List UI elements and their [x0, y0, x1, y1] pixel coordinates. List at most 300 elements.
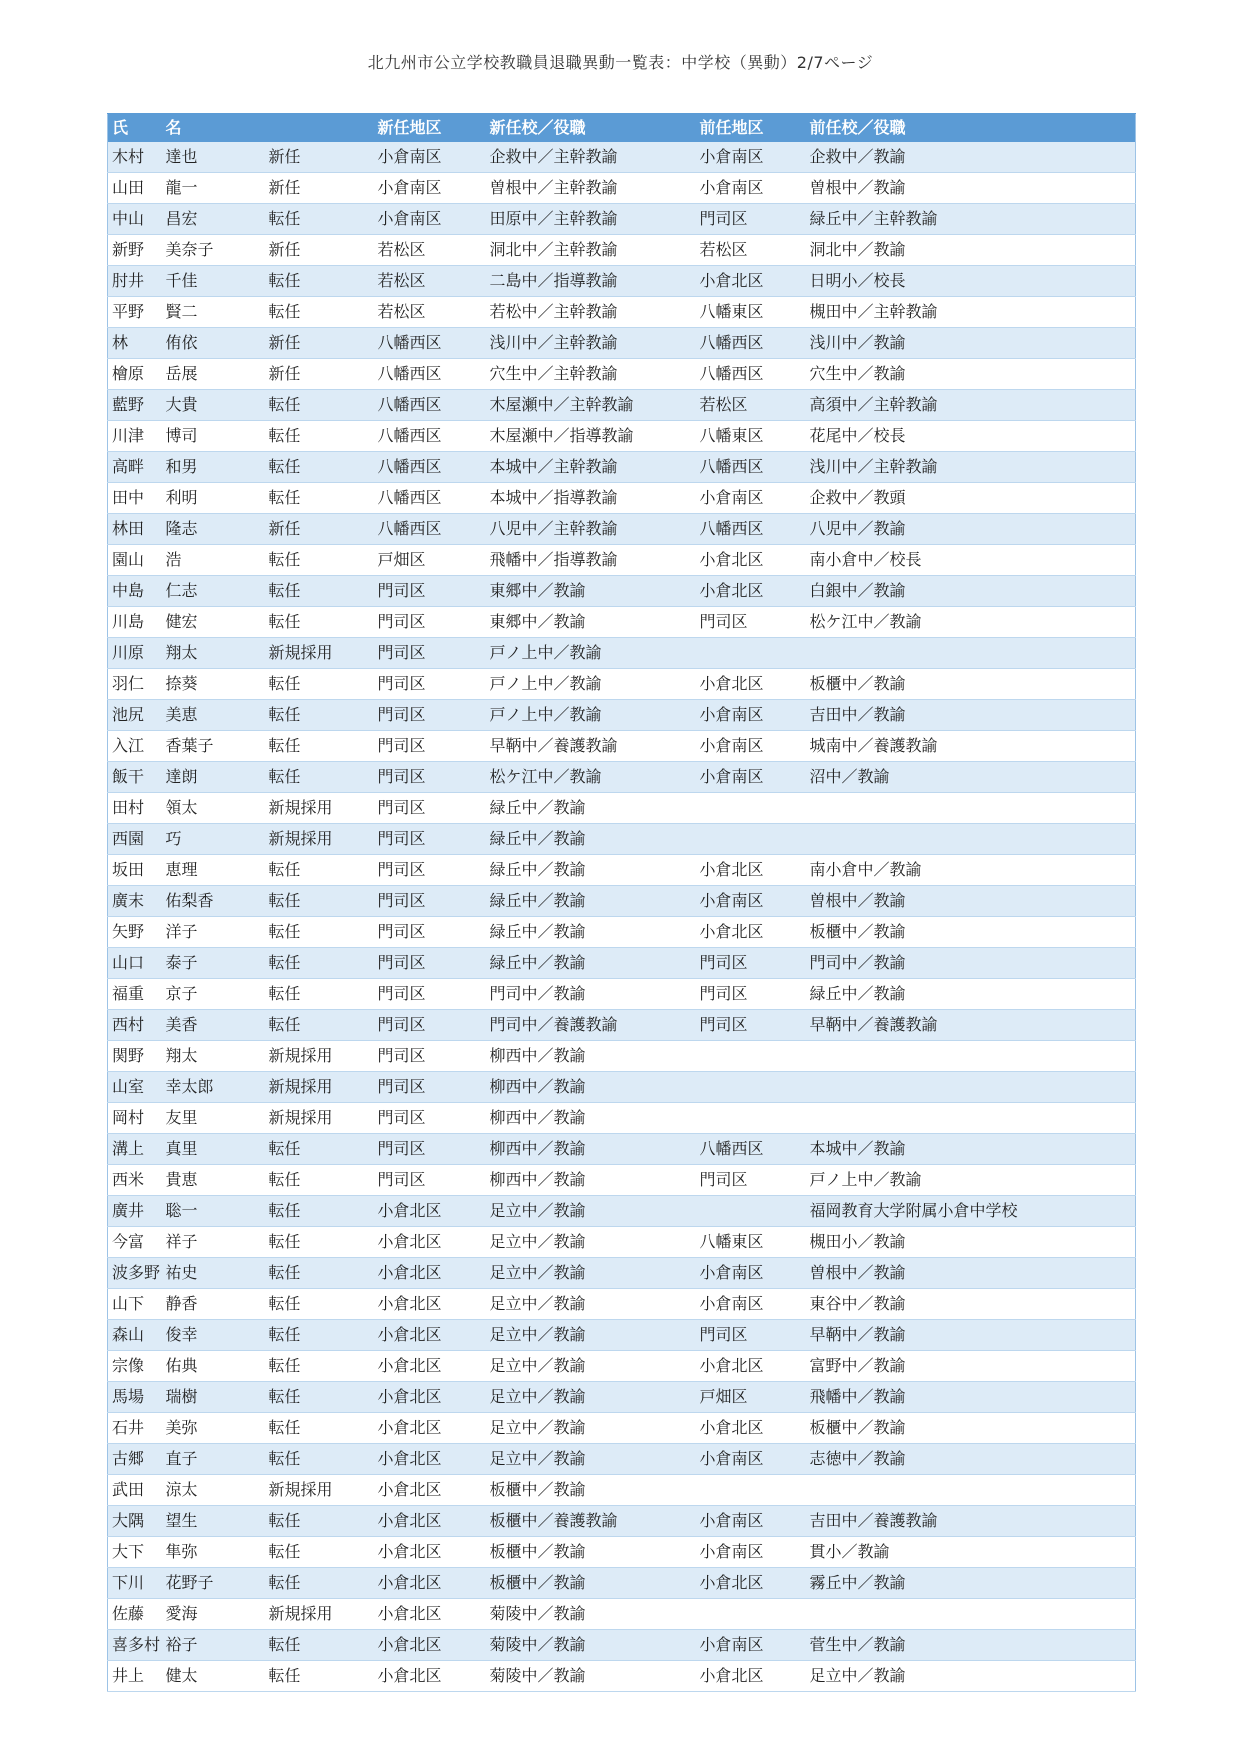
cell-surname: 武田: [108, 1475, 162, 1506]
cell-prev-area: 門司区: [696, 1165, 806, 1196]
cell-prev-school: [806, 1475, 1136, 1506]
cell-new-area: 門司区: [374, 1041, 486, 1072]
cell-new-area: 門司区: [374, 700, 486, 731]
cell-new-school: 柳西中／教諭: [486, 1103, 696, 1134]
table-row: [108, 1103, 1136, 1134]
cell-type: 転任: [265, 1630, 374, 1661]
cell-prev-school: [806, 1041, 1136, 1072]
cell-type: 新規採用: [265, 1041, 374, 1072]
table-row: [108, 359, 1136, 390]
table-row: [108, 1630, 1136, 1661]
cell-surname: 藍野: [108, 390, 162, 421]
cell-given-name: 聡一: [162, 1196, 265, 1227]
cell-new-school: 足立中／教諭: [486, 1258, 696, 1289]
cell-prev-area: 小倉北区: [696, 669, 806, 700]
cell-given-name: 美奈子: [162, 235, 265, 266]
cell-prev-area: [696, 1041, 806, 1072]
cell-new-area: 小倉北区: [374, 1661, 486, 1692]
cell-surname: 田中: [108, 483, 162, 514]
cell-new-area: 門司区: [374, 1165, 486, 1196]
cell-prev-area: 小倉南区: [696, 700, 806, 731]
cell-given-name: 健太: [162, 1661, 265, 1692]
cell-prev-area: 小倉南区: [696, 731, 806, 762]
cell-new-school: 二島中／指導教諭: [486, 266, 696, 297]
cell-type: 転任: [265, 1537, 374, 1568]
cell-prev-area: [696, 793, 806, 824]
cell-type: 転任: [265, 1227, 374, 1258]
cell-type: 新規採用: [265, 1103, 374, 1134]
table-row: [108, 1134, 1136, 1165]
cell-surname: 廣末: [108, 886, 162, 917]
cell-given-name: 健宏: [162, 607, 265, 638]
cell-surname: 平野: [108, 297, 162, 328]
table-row: [108, 1568, 1136, 1599]
cell-new-school: 柳西中／教諭: [486, 1134, 696, 1165]
cell-new-area: 小倉南区: [374, 173, 486, 204]
table-row: [108, 1010, 1136, 1041]
cell-new-area: 若松区: [374, 235, 486, 266]
table-row: [108, 173, 1136, 204]
cell-surname: 飯干: [108, 762, 162, 793]
cell-type: 転任: [265, 1320, 374, 1351]
cell-prev-school: 緑丘中／主幹教諭: [806, 204, 1136, 235]
table-row: [108, 917, 1136, 948]
cell-given-name: 利明: [162, 483, 265, 514]
cell-type: 転任: [265, 1661, 374, 1692]
cell-new-school: 足立中／教諭: [486, 1413, 696, 1444]
cell-prev-area: 八幡西区: [696, 514, 806, 545]
cell-new-area: 門司区: [374, 638, 486, 669]
cell-type: 新任: [265, 514, 374, 545]
cell-given-name: 和男: [162, 452, 265, 483]
cell-new-area: 門司区: [374, 855, 486, 886]
cell-new-area: 八幡西区: [374, 483, 486, 514]
cell-surname: 木村: [108, 142, 162, 173]
cell-new-school: 飛幡中／指導教諭: [486, 545, 696, 576]
cell-prev-school: 飛幡中／教諭: [806, 1382, 1136, 1413]
cell-given-name: 佑典: [162, 1351, 265, 1382]
cell-given-name: 龍一: [162, 173, 265, 204]
cell-new-school: 足立中／教諭: [486, 1351, 696, 1382]
cell-surname: 池尻: [108, 700, 162, 731]
cell-new-area: 門司区: [374, 824, 486, 855]
cell-prev-area: [696, 824, 806, 855]
header-type: [265, 114, 374, 143]
header-new-area: 新任地区: [374, 114, 486, 143]
cell-prev-area: 小倉北区: [696, 1661, 806, 1692]
table-row: [108, 297, 1136, 328]
cell-new-school: 板櫃中／養護教諭: [486, 1506, 696, 1537]
cell-new-school: 木屋瀬中／主幹教諭: [486, 390, 696, 421]
cell-prev-area: 小倉北区: [696, 917, 806, 948]
cell-surname: 岡村: [108, 1103, 162, 1134]
cell-surname: 下川: [108, 1568, 162, 1599]
cell-type: 転任: [265, 886, 374, 917]
cell-type: 新任: [265, 173, 374, 204]
table-header-row: [108, 114, 1136, 143]
cell-given-name: 侑依: [162, 328, 265, 359]
table-row: [108, 700, 1136, 731]
cell-prev-area: 八幡西区: [696, 328, 806, 359]
cell-given-name: 真里: [162, 1134, 265, 1165]
cell-prev-area: [696, 1196, 806, 1227]
cell-prev-area: 小倉南区: [696, 173, 806, 204]
cell-prev-school: 穴生中／教諭: [806, 359, 1136, 390]
cell-new-school: 洞北中／主幹教諭: [486, 235, 696, 266]
table-row: [108, 762, 1136, 793]
cell-surname: 石井: [108, 1413, 162, 1444]
table-row: [108, 979, 1136, 1010]
cell-new-area: 門司区: [374, 917, 486, 948]
cell-prev-school: 板櫃中／教諭: [806, 669, 1136, 700]
cell-given-name: 愛海: [162, 1599, 265, 1630]
cell-new-area: 小倉北区: [374, 1568, 486, 1599]
cell-new-school: 菊陵中／教諭: [486, 1599, 696, 1630]
cell-new-school: 菊陵中／教諭: [486, 1630, 696, 1661]
cell-prev-school: 本城中／教諭: [806, 1134, 1136, 1165]
cell-prev-area: 八幡西区: [696, 1134, 806, 1165]
cell-prev-school: 霧丘中／教諭: [806, 1568, 1136, 1599]
cell-new-school: 本城中／主幹教諭: [486, 452, 696, 483]
cell-prev-school: 洞北中／教諭: [806, 235, 1136, 266]
cell-type: 転任: [265, 948, 374, 979]
table-row: [108, 1165, 1136, 1196]
cell-prev-area: 門司区: [696, 1010, 806, 1041]
table-row: [108, 1413, 1136, 1444]
cell-new-area: 小倉南区: [374, 204, 486, 235]
cell-surname: 波多野: [108, 1258, 162, 1289]
cell-prev-school: 戸ノ上中／教諭: [806, 1165, 1136, 1196]
cell-given-name: 瑞樹: [162, 1382, 265, 1413]
cell-surname: 高畔: [108, 452, 162, 483]
cell-surname: 林田: [108, 514, 162, 545]
cell-type: 新規採用: [265, 824, 374, 855]
cell-new-school: 東郷中／教諭: [486, 607, 696, 638]
cell-given-name: 達朗: [162, 762, 265, 793]
cell-given-name: 隼弥: [162, 1537, 265, 1568]
cell-given-name: 花野子: [162, 1568, 265, 1599]
cell-new-area: 小倉北区: [374, 1599, 486, 1630]
cell-prev-area: 小倉南区: [696, 1444, 806, 1475]
cell-prev-school: 福岡教育大学附属小倉中学校: [806, 1196, 1136, 1227]
cell-prev-school: 足立中／教諭: [806, 1661, 1136, 1692]
cell-type: 転任: [265, 607, 374, 638]
cell-type: 転任: [265, 545, 374, 576]
cell-given-name: 巧: [162, 824, 265, 855]
cell-given-name: 祐史: [162, 1258, 265, 1289]
cell-surname: 檜原: [108, 359, 162, 390]
cell-prev-area: 門司区: [696, 979, 806, 1010]
cell-type: 転任: [265, 855, 374, 886]
cell-surname: 今富: [108, 1227, 162, 1258]
cell-surname: 西米: [108, 1165, 162, 1196]
cell-prev-area: 小倉北区: [696, 1568, 806, 1599]
cell-surname: 西園: [108, 824, 162, 855]
cell-prev-area: [696, 1475, 806, 1506]
cell-type: 転任: [265, 483, 374, 514]
cell-type: 転任: [265, 421, 374, 452]
cell-surname: 大隅: [108, 1506, 162, 1537]
cell-prev-area: 門司区: [696, 607, 806, 638]
cell-type: 転任: [265, 669, 374, 700]
table-row: [108, 204, 1136, 235]
cell-prev-area: 小倉南区: [696, 483, 806, 514]
table-row: [108, 1475, 1136, 1506]
cell-given-name: 望生: [162, 1506, 265, 1537]
cell-new-area: 門司区: [374, 1010, 486, 1041]
cell-surname: 森山: [108, 1320, 162, 1351]
cell-given-name: 静香: [162, 1289, 265, 1320]
cell-type: 転任: [265, 1134, 374, 1165]
cell-new-area: 八幡西区: [374, 452, 486, 483]
table-row: [108, 731, 1136, 762]
cell-given-name: 幸太郎: [162, 1072, 265, 1103]
cell-new-school: 八児中／主幹教諭: [486, 514, 696, 545]
cell-new-school: 菊陵中／教諭: [486, 1661, 696, 1692]
cell-surname: 中島: [108, 576, 162, 607]
cell-new-school: 東郷中／教諭: [486, 576, 696, 607]
cell-type: 新任: [265, 359, 374, 390]
cell-new-school: 柳西中／教諭: [486, 1072, 696, 1103]
table-row: [108, 1599, 1136, 1630]
cell-prev-area: 小倉南区: [696, 886, 806, 917]
cell-given-name: 京子: [162, 979, 265, 1010]
cell-new-school: 板櫃中／教諭: [486, 1568, 696, 1599]
cell-prev-area: 小倉南区: [696, 142, 806, 173]
cell-prev-area: 門司区: [696, 204, 806, 235]
cell-new-school: 柳西中／教諭: [486, 1165, 696, 1196]
table-body: [108, 142, 1136, 1692]
cell-prev-school: 浅川中／主幹教諭: [806, 452, 1136, 483]
cell-new-area: 門司区: [374, 762, 486, 793]
cell-given-name: 千佳: [162, 266, 265, 297]
cell-type: 転任: [265, 1196, 374, 1227]
cell-given-name: 浩: [162, 545, 265, 576]
cell-prev-school: 門司中／教諭: [806, 948, 1136, 979]
cell-surname: 喜多村: [108, 1630, 162, 1661]
table-row: [108, 1041, 1136, 1072]
cell-surname: 園山: [108, 545, 162, 576]
page-title: 北九州市公立学校教職員退職異動一覧表：中学校（異動）2/7ページ: [367, 53, 874, 72]
table-row: [108, 545, 1136, 576]
cell-type: 転任: [265, 1165, 374, 1196]
cell-new-area: 小倉北区: [374, 1320, 486, 1351]
cell-new-school: 足立中／教諭: [486, 1444, 696, 1475]
header-prev-school: 前任校／役職: [806, 114, 1136, 143]
cell-prev-area: 小倉南区: [696, 1630, 806, 1661]
cell-surname: 山口: [108, 948, 162, 979]
cell-prev-school: [806, 1599, 1136, 1630]
cell-surname: 西村: [108, 1010, 162, 1041]
cell-prev-area: 小倉南区: [696, 1289, 806, 1320]
cell-prev-area: 八幡西区: [696, 452, 806, 483]
cell-given-name: 祥子: [162, 1227, 265, 1258]
cell-prev-school: 城南中／養護教諭: [806, 731, 1136, 762]
cell-new-school: 足立中／教諭: [486, 1382, 696, 1413]
cell-new-area: 門司区: [374, 576, 486, 607]
cell-new-area: 門司区: [374, 979, 486, 1010]
cell-prev-school: [806, 1103, 1136, 1134]
cell-given-name: 賢二: [162, 297, 265, 328]
table-row: [108, 514, 1136, 545]
cell-new-school: 本城中／指導教諭: [486, 483, 696, 514]
cell-prev-area: 若松区: [696, 390, 806, 421]
cell-prev-school: 緑丘中／教諭: [806, 979, 1136, 1010]
table-row: [108, 452, 1136, 483]
cell-given-name: 裕子: [162, 1630, 265, 1661]
table-row: [108, 1351, 1136, 1382]
cell-given-name: 領太: [162, 793, 265, 824]
cell-new-school: 緑丘中／教諭: [486, 948, 696, 979]
cell-prev-area: 若松区: [696, 235, 806, 266]
cell-prev-school: 松ケ江中／教諭: [806, 607, 1136, 638]
cell-given-name: 美弥: [162, 1413, 265, 1444]
cell-new-area: 門司区: [374, 669, 486, 700]
table-row: [108, 855, 1136, 886]
cell-prev-school: 八児中／教諭: [806, 514, 1136, 545]
cell-new-school: 戸ノ上中／教諭: [486, 700, 696, 731]
cell-type: 転任: [265, 731, 374, 762]
cell-prev-area: 門司区: [696, 948, 806, 979]
cell-prev-school: 企救中／教諭: [806, 142, 1136, 173]
cell-new-area: 門司区: [374, 1103, 486, 1134]
cell-new-area: 小倉北区: [374, 1537, 486, 1568]
cell-prev-school: 南小倉中／教諭: [806, 855, 1136, 886]
cell-type: 転任: [265, 1506, 374, 1537]
table-row: [108, 1258, 1136, 1289]
cell-prev-area: 小倉北区: [696, 576, 806, 607]
cell-surname: 坂田: [108, 855, 162, 886]
table-row: [108, 1444, 1136, 1475]
cell-surname: 山田: [108, 173, 162, 204]
cell-new-school: 早鞆中／養護教諭: [486, 731, 696, 762]
cell-new-school: 足立中／教諭: [486, 1320, 696, 1351]
cell-prev-area: 門司区: [696, 1320, 806, 1351]
cell-type: 転任: [265, 1010, 374, 1041]
cell-new-school: 門司中／教諭: [486, 979, 696, 1010]
cell-new-school: 足立中／教諭: [486, 1196, 696, 1227]
cell-type: 新規採用: [265, 793, 374, 824]
cell-type: 転任: [265, 1413, 374, 1444]
cell-given-name: 岳展: [162, 359, 265, 390]
cell-given-name: 大貴: [162, 390, 265, 421]
cell-type: 新任: [265, 235, 374, 266]
cell-new-area: 門司区: [374, 731, 486, 762]
cell-new-area: 小倉北区: [374, 1382, 486, 1413]
cell-prev-area: 小倉南区: [696, 762, 806, 793]
cell-prev-school: 高須中／主幹教諭: [806, 390, 1136, 421]
cell-prev-school: 槻田中／主幹教諭: [806, 297, 1136, 328]
cell-given-name: 恵理: [162, 855, 265, 886]
cell-given-name: 博司: [162, 421, 265, 452]
cell-prev-school: 南小倉中／校長: [806, 545, 1136, 576]
cell-new-area: 小倉北区: [374, 1351, 486, 1382]
cell-prev-area: 小倉南区: [696, 1537, 806, 1568]
cell-new-school: 松ケ江中／教諭: [486, 762, 696, 793]
header-surname: 氏: [108, 114, 162, 143]
cell-prev-school: 吉田中／養護教諭: [806, 1506, 1136, 1537]
cell-given-name: 洋子: [162, 917, 265, 948]
cell-given-name: 達也: [162, 142, 265, 173]
cell-surname: 山下: [108, 1289, 162, 1320]
cell-new-school: 緑丘中／教諭: [486, 824, 696, 855]
cell-new-school: 緑丘中／教諭: [486, 917, 696, 948]
cell-prev-school: 菅生中／教諭: [806, 1630, 1136, 1661]
cell-new-area: 小倉北区: [374, 1506, 486, 1537]
table-row: [108, 266, 1136, 297]
cell-prev-school: 曽根中／教諭: [806, 1258, 1136, 1289]
cell-surname: 川原: [108, 638, 162, 669]
cell-surname: 新野: [108, 235, 162, 266]
cell-prev-area: 小倉北区: [696, 1413, 806, 1444]
cell-new-school: 戸ノ上中／教諭: [486, 669, 696, 700]
header-given-name: 名: [162, 114, 265, 143]
cell-type: 転任: [265, 390, 374, 421]
cell-type: 新規採用: [265, 1475, 374, 1506]
cell-prev-school: 吉田中／教諭: [806, 700, 1136, 731]
header-new-school: 新任校／役職: [486, 114, 696, 143]
cell-prev-school: 早鞆中／教諭: [806, 1320, 1136, 1351]
table-row: [108, 1537, 1136, 1568]
table-row: [108, 948, 1136, 979]
cell-type: 新規採用: [265, 1599, 374, 1630]
cell-prev-school: 企救中／教頭: [806, 483, 1136, 514]
cell-new-school: 浅川中／主幹教諭: [486, 328, 696, 359]
cell-type: 転任: [265, 204, 374, 235]
table-row: [108, 1196, 1136, 1227]
cell-prev-school: 日明小／校長: [806, 266, 1136, 297]
cell-given-name: 美恵: [162, 700, 265, 731]
cell-given-name: 翔太: [162, 1041, 265, 1072]
cell-new-school: 板櫃中／教諭: [486, 1537, 696, 1568]
cell-prev-area: [696, 638, 806, 669]
cell-prev-school: [806, 793, 1136, 824]
table-row: [108, 328, 1136, 359]
cell-type: 転任: [265, 266, 374, 297]
cell-type: 転任: [265, 1258, 374, 1289]
cell-new-school: 田原中／主幹教諭: [486, 204, 696, 235]
cell-type: 転任: [265, 1568, 374, 1599]
cell-type: 転任: [265, 452, 374, 483]
cell-new-area: 門司区: [374, 1134, 486, 1165]
cell-type: 転任: [265, 917, 374, 948]
cell-new-area: 門司区: [374, 948, 486, 979]
cell-surname: 関野: [108, 1041, 162, 1072]
cell-new-area: 小倉北区: [374, 1227, 486, 1258]
cell-new-area: 小倉北区: [374, 1413, 486, 1444]
cell-given-name: 美香: [162, 1010, 265, 1041]
cell-type: 転任: [265, 576, 374, 607]
cell-type: 転任: [265, 1351, 374, 1382]
cell-prev-school: 曽根中／教諭: [806, 173, 1136, 204]
cell-prev-school: [806, 638, 1136, 669]
table-row: [108, 1661, 1136, 1692]
cell-prev-school: 富野中／教諭: [806, 1351, 1136, 1382]
cell-prev-area: 八幡東区: [696, 297, 806, 328]
transfer-table: [107, 113, 1136, 1692]
table-row: [108, 235, 1136, 266]
table-row: [108, 1289, 1136, 1320]
cell-type: 転任: [265, 700, 374, 731]
cell-new-area: 八幡西区: [374, 359, 486, 390]
cell-type: 新任: [265, 142, 374, 173]
cell-type: 転任: [265, 1382, 374, 1413]
cell-new-school: 板櫃中／教諭: [486, 1475, 696, 1506]
cell-prev-area: 八幡東区: [696, 421, 806, 452]
cell-prev-area: 小倉北区: [696, 545, 806, 576]
cell-new-area: 小倉北区: [374, 1444, 486, 1475]
cell-new-area: 八幡西区: [374, 390, 486, 421]
